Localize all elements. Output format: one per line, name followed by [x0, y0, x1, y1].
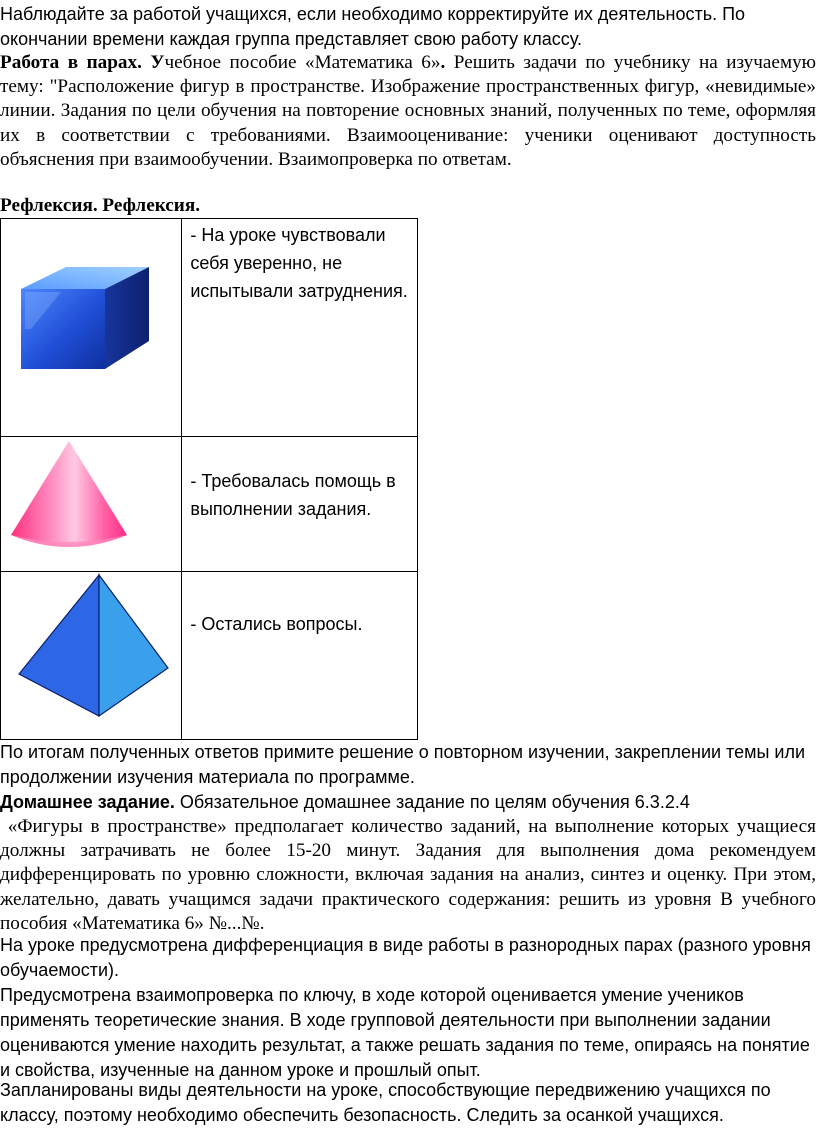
- reflection-text-cell: [182, 572, 418, 740]
- reflection-text-cell: [182, 437, 418, 572]
- reflection-image-cell: [1, 219, 182, 437]
- reflection-row: [1, 437, 418, 572]
- reflection-table: [0, 218, 418, 740]
- differentiation-paragraph: На уроке предусмотрена дифференциация в виде работы в разнородных парах (разного уровня обучаемости).: [0, 935, 811, 980]
- homework-body-text: «Фигуры в пространстве» предполагает количество заданий, на выполнение которых учащиеся должны затрачивать не более 15-20 минут. Задания для выполнения дома рекомендуем дифференцировать по уровню сложности, включая задания на анализ, синтез и оценку. При этом, желательно, давать учащимся задачи практического содержания: решить из уровня В учебного пособия «Математика 6» №...№.: [0, 816, 816, 934]
- cone-icon: [1, 437, 182, 572]
- homework-body: [0, 815, 816, 936]
- reflection-image-cell: [1, 572, 182, 740]
- peer-check-paragraph: Предусмотрена взаимопроверка по ключу, в ходе которой оценивается умение учеников применять теоретические знания. В ходе групповой деятельности при выполнении задании оцениваются умение находить результат, а также решать задания по теме, опираясь на понятие и свойства, изученные на данном уроке и прошлый опыт.: [0, 985, 810, 1080]
- pair-work-paragraph: [0, 51, 816, 172]
- reflection-text-1: - На уроке чувствовали себя уверенно, не испытывали затруднения.: [190, 225, 408, 301]
- reflection-row: [1, 219, 418, 437]
- reflection-image-cell: [1, 437, 182, 572]
- pyramid-icon: [1, 572, 182, 740]
- reflection-row: [1, 572, 418, 740]
- pair-work-body: Решить задачи по учебнику на изучаемую тему: "Расположение фигур в пространстве. Изображение пространственных фигур, «невидимые» линии. Задания по цели обучения на повторение основных знаний, полученных по теме, оформляя их в соответствии с требованиями. Взаимооценивание: ученики оценивают доступность объяснения при взаимообучении. Взаимопроверка по ответам.: [0, 52, 816, 170]
- textbook-dot: .: [440, 52, 446, 73]
- cube-icon: [1, 219, 182, 437]
- homework-goal: Обязательное домашнее задание по целям обучения 6.3.2.4: [179, 792, 690, 812]
- pair-work-heading: Работа в парах.: [0, 52, 142, 73]
- textbook-letter: У: [150, 52, 165, 73]
- intro-line-1: Наблюдайте за работой учащихся, если необходимо корректируйте их деятельность. По: [0, 4, 746, 24]
- homework-heading: Домашнее задание.: [0, 792, 175, 812]
- textbook-name: чебное пособие «Математика 6»: [164, 52, 441, 73]
- homework-paragraph: [0, 790, 816, 815]
- reflection-text-2: - Требовалась помощь в выполнении задания.: [190, 471, 396, 519]
- decision-paragraph: По итогам полученных ответов примите решение о повторном изучении, закреплении темы или продолжении изучения материала по программе.: [0, 742, 806, 787]
- reflection-heading: Рефлексия. Рефлексия.: [0, 195, 201, 216]
- reflection-text-3: - Остались вопросы.: [190, 614, 363, 634]
- intro-line-2: окончании времени каждая группа представляет свою работу классу.: [0, 29, 582, 49]
- reflection-text-cell: [182, 219, 418, 437]
- intro-paragraph: [0, 2, 816, 52]
- safety-paragraph: Запланированы виды деятельности на уроке, способствующие передвижению учащихся по классу, поэтому необходимо обеспечить безопасность. Следить за осанкой учащихся.: [0, 1080, 771, 1125]
